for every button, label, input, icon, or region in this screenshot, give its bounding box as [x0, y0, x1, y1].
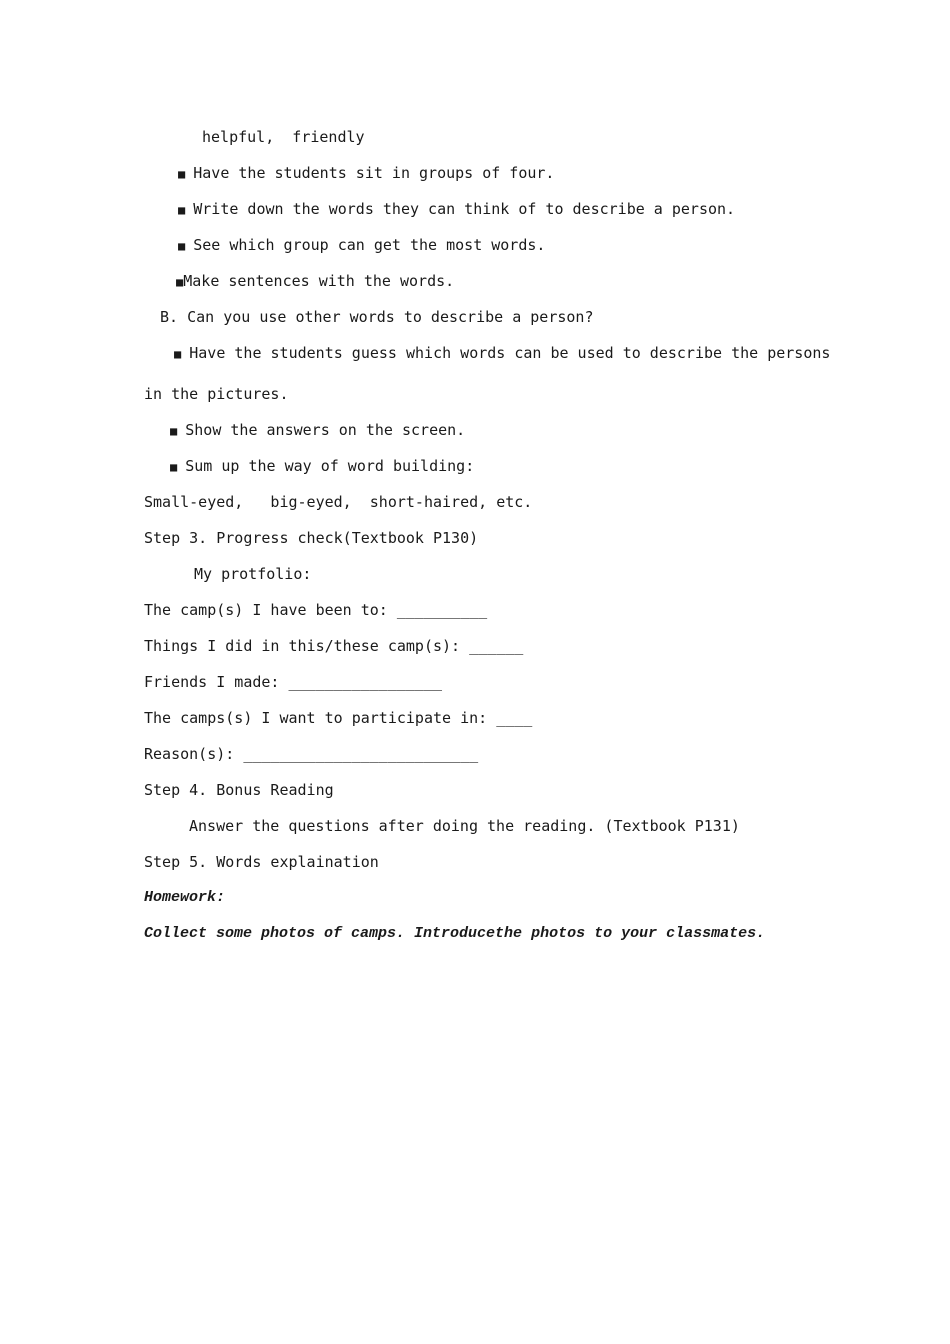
step-4-heading: Step 4. Bonus Reading — [144, 781, 334, 799]
list-item: ■Make sentences with the words. — [176, 272, 455, 290]
step-4-instruction: Answer the questions after doing the reading. (Textbook P131) — [189, 817, 740, 835]
bullet-icon: ■ — [178, 167, 186, 181]
list-item: ■ Have the students guess which words can be used to describe the persons — [174, 344, 831, 362]
bullet-icon: ■ — [174, 347, 182, 361]
portfolio-line-friends: Friends I made: _________________ — [144, 673, 443, 691]
bullet-icon: ■ — [170, 424, 178, 438]
list-item: ■ See which group can get the most words. — [178, 236, 546, 254]
portfolio-line-participate: The camps(s) I want to participate in: ____ — [144, 709, 533, 727]
list-item: ■ Show the answers on the screen. — [170, 421, 466, 439]
section-b-heading: B. Can you use other words to describe a person? — [160, 308, 594, 326]
list-item: ■ Write down the words they can think of to describe a person. — [178, 200, 736, 218]
step-5-heading: Step 5. Words explaination — [144, 853, 379, 871]
bullet-icon: ■ — [178, 239, 186, 253]
portfolio-line-camps: The camp(s) I have been to: __________ — [144, 601, 488, 619]
step-3-heading: Step 3. Progress check(Textbook P130) — [144, 529, 479, 547]
word-building-examples: Small-eyed, big-eyed, short-haired, etc. — [144, 493, 533, 511]
list-item-continuation: in the pictures. — [144, 385, 289, 403]
portfolio-heading: My protfolio: — [194, 565, 312, 583]
portfolio-line-reasons: Reason(s): __________________________ — [144, 745, 479, 763]
bullet-icon: ■ — [170, 460, 178, 474]
portfolio-line-things: Things I did in this/these camp(s): ______ — [144, 637, 524, 655]
homework-heading: Homework: — [144, 889, 226, 906]
adjective-examples: helpful, friendly — [202, 128, 365, 146]
bullet-icon: ■ — [176, 275, 184, 289]
homework-text: Collect some photos of camps. Introducethe photos to your classmates. — [144, 925, 766, 942]
list-item: ■ Sum up the way of word building: — [170, 457, 475, 475]
bullet-icon: ■ — [178, 203, 186, 217]
list-item: ■ Have the students sit in groups of four. — [178, 164, 555, 182]
